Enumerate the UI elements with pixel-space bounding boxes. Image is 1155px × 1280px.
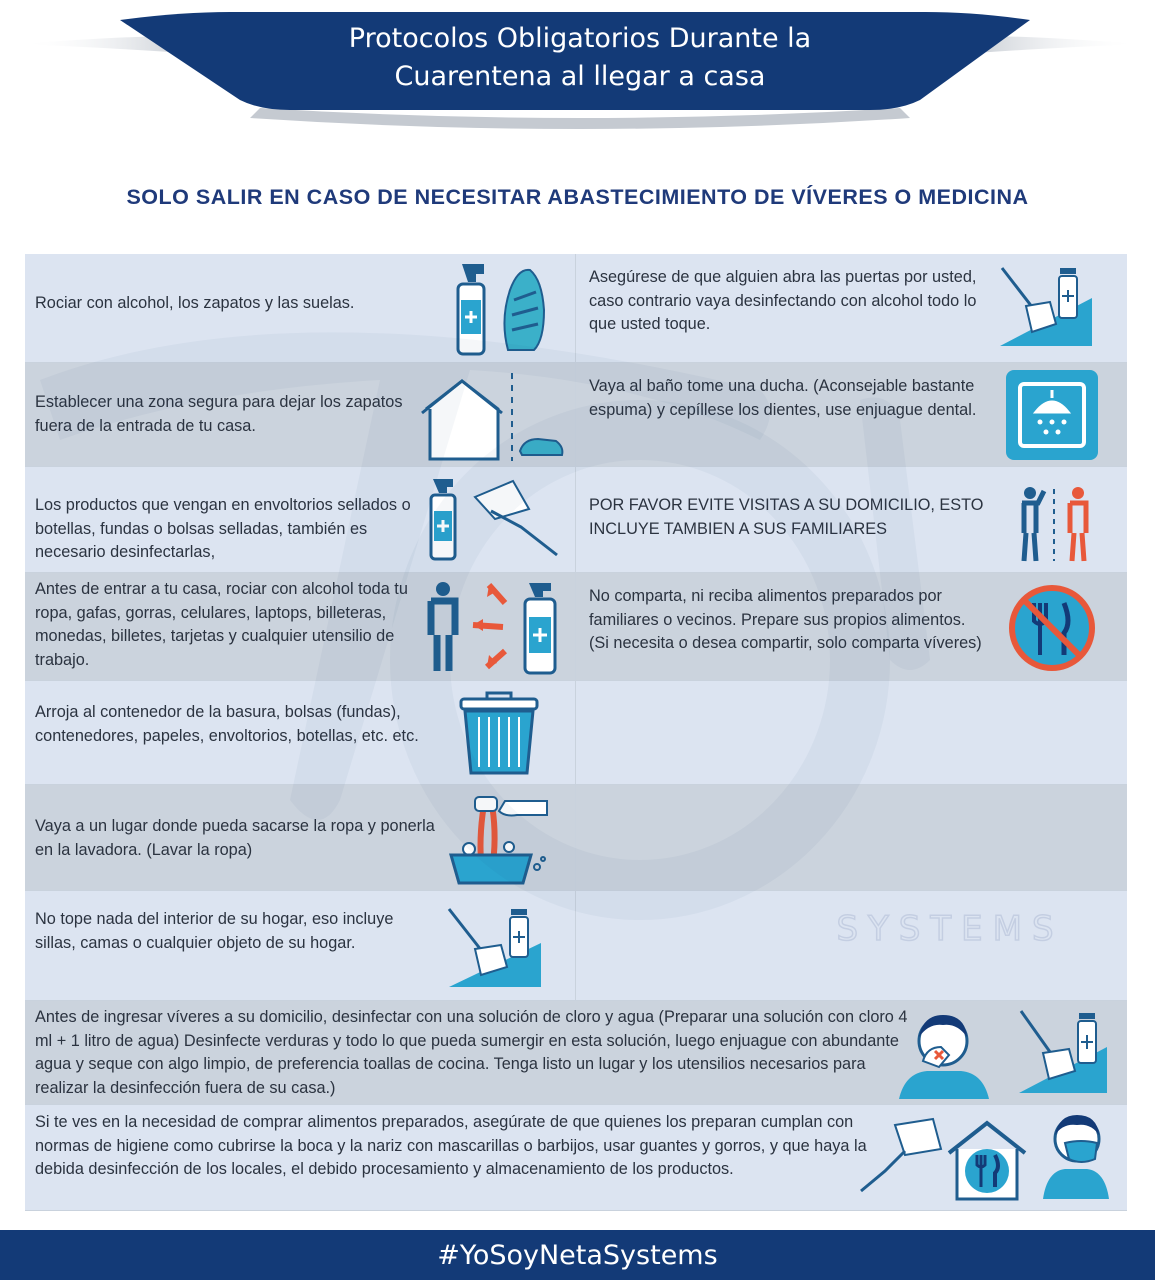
table-row (25, 467, 1127, 573)
hand-wiping-icon (996, 262, 1096, 350)
title-line-2: Cuarentena al llegar a casa (394, 61, 766, 92)
shower-icon (1006, 370, 1098, 460)
table-cell (25, 891, 576, 1000)
cell-text: Antes de entrar a tu casa, rociar con alcohol toda tu ropa, gafas, gorras, celulares, laptops, billeteras, monedas, billetes, tarjetas y cualquier utensilio de trabajo. (35, 580, 408, 669)
table-cell (25, 254, 576, 362)
title-line-1: Protocolos Obligatorios Durante la (348, 23, 812, 54)
page-title (230, 20, 930, 96)
cell-text: Establecer una zona segura para dejar los zapatos fuera de la entrada de tu casa. (35, 393, 403, 435)
person-spray-icon (425, 579, 565, 675)
table-cell (576, 891, 1127, 1000)
no-cutlery-icon (1006, 583, 1098, 673)
hand-cloth-icon (425, 475, 565, 565)
cell-text: No tope nada del interior de su hogar, eso incluye sillas, camas o cualquier objeto de su hogar. (35, 910, 394, 952)
table-cell (576, 363, 1127, 466)
cell-text: No comparta, ni reciba alimentos preparados por familiares o vecinos. Prepare sus propios alimentos. (Si necesita o desea compartir, solo comparta víveres) (589, 587, 982, 652)
table-row (25, 363, 1127, 467)
table-cell (25, 1001, 1127, 1104)
table-cell (576, 573, 1127, 680)
table-row (25, 681, 1127, 785)
cell-text: Rociar con alcohol, los zapatos y las suelas. (35, 294, 355, 312)
house-cutlery-icon (945, 1117, 1029, 1201)
cell-text: Los productos que vengan en envoltorios sellados o botellas, fundas o bolsas selladas, también es necesario desinfectarlas, (35, 496, 411, 561)
table-cell (576, 254, 1127, 362)
table-row (25, 573, 1127, 681)
table-row (25, 1001, 1127, 1105)
subtitle: SOLO SALIR EN CASO DE NECESITAR ABASTECIMIENTO DE VÍVERES O MEDICINA (126, 185, 1029, 209)
cell-text: Asegúrese de que alguien abra las puertas por usted, caso contrario vaya desinfectando con alcohol todo lo que usted toque. (589, 268, 977, 333)
cell-text: POR FAVOR EVITE VISITAS A SU DOMICILIO, ESTO INCLUYE TAMBIEN A SUS FAMILIARES (589, 496, 984, 538)
footer-hashtag: #YoSoyNetaSystems (0, 1230, 1155, 1280)
table-cell (25, 681, 576, 784)
no-touch-face-icon (897, 1007, 991, 1099)
table-cell (25, 785, 576, 890)
cell-text: Arroja al contenedor de la basura, bolsas (fundas), contenedores, papeles, envoltorios, botellas, etc. etc. (35, 703, 419, 745)
cell-text: Vaya al baño tome una ducha. (Aconsejable bastante espuma) y cepíllese los dientes, use enjuague dental. (589, 377, 977, 419)
table-row (25, 1105, 1127, 1211)
mask-person-icon (1041, 1109, 1111, 1199)
hand-wiping-icon (1015, 1007, 1111, 1097)
spray-bottle-icon (450, 260, 550, 356)
table-cell (25, 1105, 1127, 1210)
table-row (25, 254, 1127, 363)
washing-clothes-icon (445, 791, 551, 887)
people-distance-icon (1016, 483, 1096, 563)
table-cell (25, 573, 576, 680)
cell-text: Antes de ingresar víveres a su domicilio, desinfectar con una solución de cloro y agua (Preparar una solución con cloro 4 ml + 1 litro de agua) Desinfecte verduras y todo lo que pueda sumergir en esta solución, luego enjuague con abundante agua y seque con algo limpio, de preferencia toallas de cocina. Tenga listo un lugar y los utensilios necesarios para realizar la desinfección fuera de su casa.) (35, 1008, 908, 1097)
table-row (25, 891, 1127, 1001)
cell-text: Vaya a un lugar donde pueda sacarse la ropa y ponerla en la lavadora. (Lavar la ropa) (35, 817, 435, 859)
trash-bin-icon (457, 691, 541, 777)
table-cell (576, 467, 1127, 572)
house-outline-icon (420, 369, 570, 461)
hand-wiping-icon (445, 903, 545, 991)
table-cell (25, 467, 576, 572)
table-cell (25, 363, 576, 466)
table-cell (576, 681, 1127, 784)
table-cell (576, 785, 1127, 890)
table-row (25, 785, 1127, 891)
cell-text: Si te ves en la necesidad de comprar alimentos preparados, asegúrate de que quienes los preparan cumplan con normas de higiene como cubrirse la boca y la nariz con mascarillas o barbijos, usar guantes y gorros, y que haya la debida desinfección de los locales, el debido procesamiento y almacenamiento de los productos. (35, 1113, 867, 1178)
hand-cloth-icon (855, 1117, 945, 1197)
